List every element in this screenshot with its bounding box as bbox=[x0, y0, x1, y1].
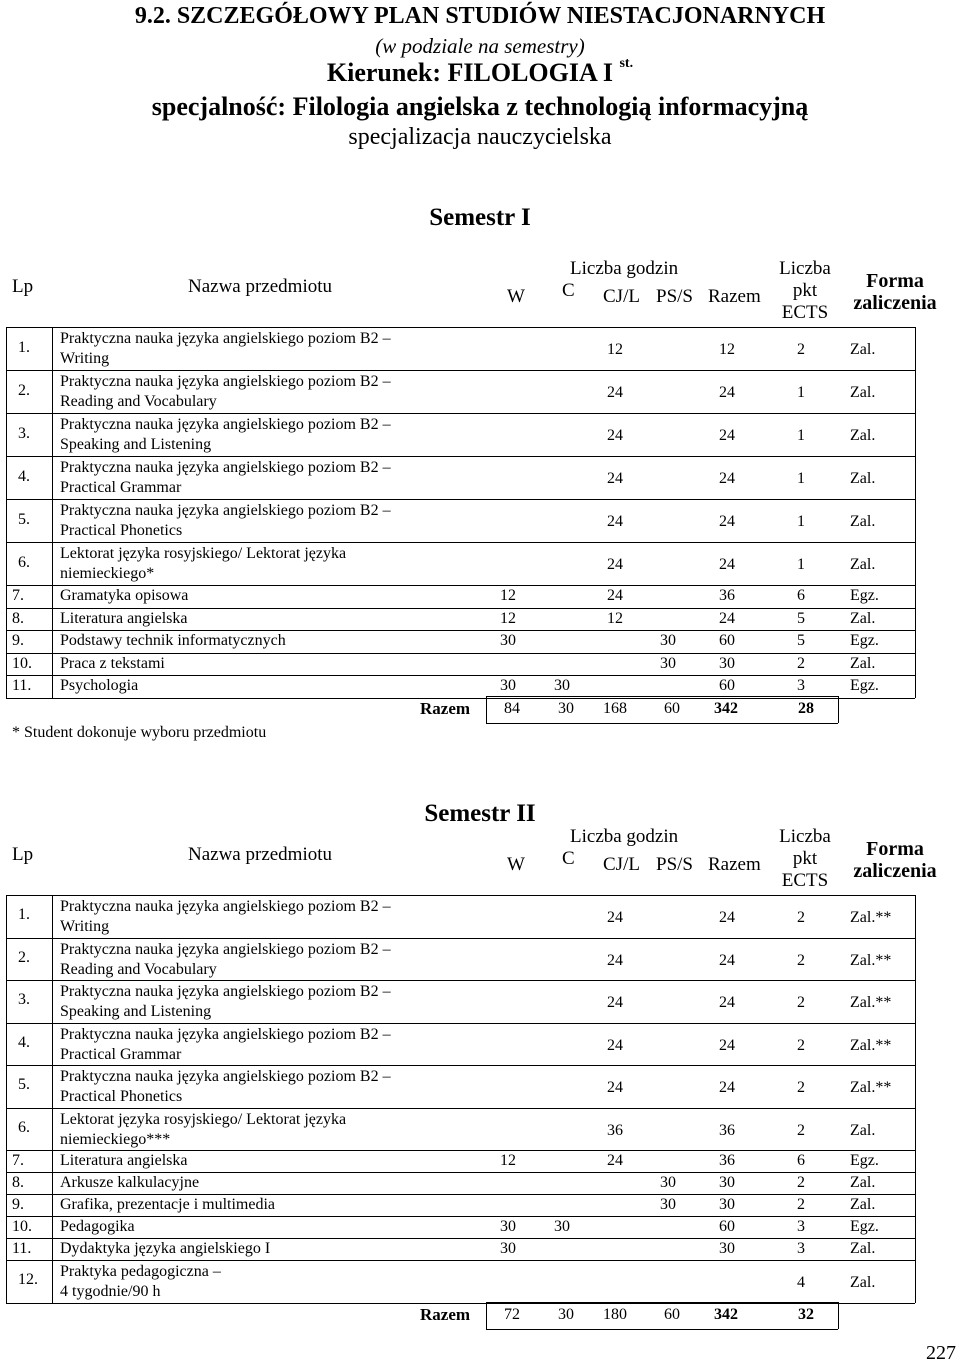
row-subject-line2: Reading and Vocabulary bbox=[60, 393, 217, 410]
cell-total-cjl: 168 bbox=[603, 700, 627, 717]
cell-razem: 60 bbox=[719, 1218, 735, 1235]
header-forma-2: zaliczenia bbox=[853, 292, 937, 314]
row-subject-line2: 4 tygodnie/90 h bbox=[60, 1283, 161, 1300]
cell-ects: 5 bbox=[797, 609, 805, 627]
table-rule bbox=[6, 1194, 915, 1195]
row-subject: Gramatyka opisowa bbox=[60, 587, 189, 604]
table-rule bbox=[6, 1216, 915, 1217]
table-rule bbox=[486, 696, 487, 723]
cell-ects: 3 bbox=[797, 1240, 805, 1257]
row-subject-line1: Praktyczna nauka języka angielskiego poziom B2 – bbox=[60, 373, 391, 390]
cell-cjl: 24 bbox=[607, 951, 623, 969]
table-rule bbox=[486, 1329, 838, 1330]
row-lp: 7. bbox=[12, 587, 24, 604]
header-c: C bbox=[562, 280, 575, 301]
row-subject: Dydaktyka języka angielskiego I bbox=[60, 1240, 271, 1257]
cell-ects: 3 bbox=[797, 677, 805, 694]
cell-c: 30 bbox=[554, 677, 570, 694]
table-rule bbox=[6, 1238, 915, 1239]
cell-ects: 2 bbox=[797, 994, 805, 1011]
total-label: Razem bbox=[420, 699, 471, 718]
row-subject-line1: Praktyczna nauka języka angielskiego poziom B2 – bbox=[60, 1068, 391, 1085]
row-subject-line1: Praktyczna nauka języka angielskiego poziom B2 – bbox=[60, 983, 391, 1000]
header-razem: Razem bbox=[708, 286, 761, 307]
specjalizacja-heading: specjalizacja nauczycielska bbox=[348, 124, 612, 150]
cell-forma: Zal. bbox=[850, 470, 876, 487]
cell-ects: 2 bbox=[797, 951, 805, 969]
row-lp: 2. bbox=[18, 381, 30, 399]
cell-ects: 6 bbox=[797, 1152, 805, 1169]
cell-forma: Egz. bbox=[850, 632, 879, 649]
cell-cjl: 36 bbox=[607, 1121, 623, 1139]
row-lp: 10. bbox=[12, 1218, 32, 1235]
cell-cjl: 24 bbox=[607, 994, 623, 1011]
cell-forma: Zal. bbox=[850, 1196, 876, 1213]
header-lp: Lp bbox=[12, 844, 34, 865]
cell-w: 12 bbox=[500, 609, 516, 627]
row-lp: 8. bbox=[12, 609, 24, 627]
kierunek-superscript: st. bbox=[619, 56, 634, 71]
row-subject-line2: Practical Phonetics bbox=[60, 522, 183, 539]
table-rule bbox=[486, 723, 838, 724]
table-rule bbox=[52, 895, 53, 1303]
row-lp: 9. bbox=[12, 1196, 24, 1213]
row-subject-line2: Reading and Vocabulary bbox=[60, 960, 217, 978]
row-subject-line2: niemieckiego*** bbox=[60, 1130, 171, 1148]
cell-razem: 24 bbox=[719, 1036, 735, 1054]
cell-total-pss: 60 bbox=[664, 700, 680, 717]
row-subject-line2: Writing bbox=[60, 350, 110, 367]
table-rule bbox=[6, 1150, 915, 1151]
cell-total-pss: 60 bbox=[664, 1306, 680, 1323]
cell-razem: 36 bbox=[719, 587, 735, 604]
cell-forma: Zal.** bbox=[850, 994, 892, 1011]
row-subject: Literatura angielska bbox=[60, 609, 188, 627]
cell-forma: Zal. bbox=[850, 1174, 876, 1191]
row-subject-line1: Lektorat języka rosyjskiego/ Lektorat języka bbox=[60, 545, 347, 562]
row-lp: 5. bbox=[18, 1076, 30, 1094]
semester-1-title: Semestr I bbox=[429, 204, 531, 231]
document-subtitle: (w podziale na semestry) bbox=[375, 34, 585, 58]
cell-razem: 24 bbox=[719, 470, 735, 487]
header-w: W bbox=[507, 854, 525, 875]
cell-forma: Zal. bbox=[850, 341, 876, 358]
row-subject-line2: Speaking and Listening bbox=[60, 1003, 212, 1020]
table-rule bbox=[6, 653, 915, 654]
row-lp: 5. bbox=[18, 510, 30, 528]
cell-ects: 1 bbox=[797, 384, 805, 401]
cell-cjl: 24 bbox=[607, 427, 623, 444]
header-cjl: CJ/L bbox=[603, 286, 640, 307]
row-subject: Pedagogika bbox=[60, 1218, 135, 1235]
footnote: * Student dokonuje wyboru przedmiotu bbox=[12, 724, 267, 741]
table-rule bbox=[915, 327, 916, 698]
cell-forma: Egz. bbox=[850, 677, 879, 694]
cell-forma: Zal.** bbox=[850, 951, 892, 969]
row-subject-line1: Praktyczna nauka języka angielskiego poziom B2 – bbox=[60, 502, 391, 519]
table-rule bbox=[6, 327, 7, 698]
cell-razem: 24 bbox=[719, 994, 735, 1011]
cell-ects: 1 bbox=[797, 513, 805, 530]
cell-ects: 2 bbox=[797, 341, 805, 358]
header-forma-1: Forma bbox=[866, 838, 924, 860]
cell-cjl: 24 bbox=[607, 909, 623, 926]
cell-ects: 2 bbox=[797, 1121, 805, 1139]
cell-razem: 24 bbox=[719, 513, 735, 530]
row-subject-line2: Practical Grammar bbox=[60, 1045, 182, 1063]
cell-forma: Egz. bbox=[850, 1152, 879, 1169]
cell-razem: 60 bbox=[719, 677, 735, 694]
table-rule bbox=[838, 696, 839, 723]
cell-w: 30 bbox=[500, 677, 516, 694]
row-subject-line1: Praktyczna nauka języka angielskiego poziom B2 – bbox=[60, 459, 391, 476]
cell-forma: Zal. bbox=[850, 1240, 876, 1257]
cell-ects: 1 bbox=[797, 427, 805, 444]
cell-cjl: 24 bbox=[607, 384, 623, 401]
row-lp: 12. bbox=[18, 1271, 38, 1289]
total-label: Razem bbox=[420, 1305, 471, 1324]
header-ects-2: pkt bbox=[792, 280, 818, 301]
cell-razem: 12 bbox=[719, 341, 735, 358]
cell-cjl: 24 bbox=[607, 587, 623, 604]
row-subject-line2: Practical Grammar bbox=[60, 479, 182, 496]
cell-razem: 24 bbox=[719, 1079, 735, 1096]
row-lp: 8. bbox=[12, 1174, 24, 1191]
header-nazwa: Nazwa przedmiotu bbox=[188, 844, 333, 865]
cell-forma: Zal. bbox=[850, 427, 876, 444]
cell-ects: 6 bbox=[797, 587, 805, 604]
table-rule bbox=[6, 630, 915, 631]
cell-ects: 2 bbox=[797, 1174, 805, 1191]
semester-2-title: Semestr II bbox=[424, 800, 536, 827]
cell-razem: 24 bbox=[719, 909, 735, 926]
cell-pss: 30 bbox=[660, 632, 676, 649]
cell-ects: 2 bbox=[797, 1079, 805, 1096]
row-lp: 1. bbox=[18, 338, 30, 356]
cell-cjl: 24 bbox=[607, 556, 623, 573]
cell-razem: 24 bbox=[719, 951, 735, 969]
cell-total-ects: 32 bbox=[798, 1306, 814, 1323]
row-lp: 2. bbox=[18, 948, 30, 966]
row-subject-line1: Praktyczna nauka języka angielskiego poziom B2 – bbox=[60, 940, 391, 958]
header-liczba-godzin: Liczba godzin bbox=[570, 258, 679, 279]
header-razem: Razem bbox=[708, 854, 761, 875]
row-lp: 3. bbox=[18, 424, 30, 442]
cell-forma: Zal. bbox=[850, 384, 876, 401]
cell-forma: Zal. bbox=[850, 513, 876, 530]
table-rule bbox=[6, 675, 915, 676]
header-nazwa: Nazwa przedmiotu bbox=[188, 276, 333, 297]
header-lp: Lp bbox=[12, 276, 34, 297]
header-ects-1: Liczba bbox=[779, 258, 831, 279]
cell-w: 12 bbox=[500, 1152, 516, 1169]
cell-forma: Zal. bbox=[850, 1121, 876, 1139]
cell-razem: 30 bbox=[719, 654, 735, 672]
cell-cjl: 24 bbox=[607, 1036, 623, 1054]
cell-forma: Egz. bbox=[850, 1218, 879, 1235]
cell-razem: 30 bbox=[719, 1196, 735, 1213]
cell-razem: 60 bbox=[719, 632, 735, 649]
cell-forma: Zal.** bbox=[850, 1036, 892, 1054]
row-lp: 7. bbox=[12, 1152, 24, 1169]
row-subject: Arkusze kalkulacyjne bbox=[60, 1174, 200, 1191]
row-subject-line2: Practical Phonetics bbox=[60, 1088, 183, 1105]
header-cjl: CJ/L bbox=[603, 854, 640, 875]
table-rule bbox=[6, 1172, 915, 1173]
cell-razem: 24 bbox=[719, 609, 735, 627]
cell-cjl: 24 bbox=[607, 1152, 623, 1169]
cell-total-razem: 342 bbox=[714, 1306, 738, 1323]
table-rule bbox=[486, 696, 838, 697]
cell-w: 30 bbox=[500, 1218, 516, 1235]
cell-w: 30 bbox=[500, 1240, 516, 1257]
cell-ects: 1 bbox=[797, 556, 805, 573]
header-ects-3: ECTS bbox=[781, 870, 829, 891]
row-subject-line1: Praktyczna nauka języka angielskiego poziom B2 – bbox=[60, 1025, 391, 1043]
row-subject-line1: Praktyczna nauka języka angielskiego poziom B2 – bbox=[60, 330, 391, 347]
cell-razem: 24 bbox=[719, 427, 735, 444]
cell-forma: Zal. bbox=[850, 556, 876, 573]
cell-ects: 2 bbox=[797, 909, 805, 926]
header-ects-3: ECTS bbox=[781, 302, 829, 323]
cell-total-w: 72 bbox=[504, 1306, 520, 1323]
row-subject: Grafika, prezentacje i multimedia bbox=[60, 1196, 276, 1213]
table-rule bbox=[838, 1302, 839, 1329]
cell-ects: 5 bbox=[797, 632, 805, 649]
cell-ects: 2 bbox=[797, 654, 805, 672]
cell-forma: Egz. bbox=[850, 587, 879, 604]
header-pss: PS/S bbox=[656, 854, 693, 875]
specjalnosc-heading: specjalność: Filologia angielska z technologią informacyjną bbox=[151, 92, 809, 121]
header-c: C bbox=[562, 848, 575, 869]
cell-cjl: 12 bbox=[607, 341, 623, 358]
cell-razem: 30 bbox=[719, 1174, 735, 1191]
cell-ects: 2 bbox=[797, 1196, 805, 1213]
cell-cjl: 24 bbox=[607, 513, 623, 530]
cell-total-w: 84 bbox=[504, 700, 520, 717]
document-title: 9.2. SZCZEGÓŁOWY PLAN STUDIÓW NIESTACJONARNYCH bbox=[134, 3, 826, 29]
cell-w: 30 bbox=[500, 632, 516, 649]
row-subject-line1: Praktyczna nauka języka angielskiego poziom B2 – bbox=[60, 416, 391, 433]
table-rule bbox=[486, 1302, 838, 1303]
header-forma-2: zaliczenia bbox=[853, 860, 937, 882]
cell-razem: 24 bbox=[719, 384, 735, 401]
table-rule bbox=[52, 327, 53, 698]
row-lp: 1. bbox=[18, 906, 30, 924]
cell-total-cjl: 180 bbox=[603, 1306, 627, 1323]
cell-forma: Zal. bbox=[850, 1274, 876, 1291]
cell-total-c: 30 bbox=[558, 700, 574, 717]
cell-cjl: 24 bbox=[607, 470, 623, 487]
cell-cjl: 12 bbox=[607, 609, 623, 627]
row-subject-line2: Writing bbox=[60, 918, 110, 935]
cell-forma: Zal.** bbox=[850, 909, 892, 926]
row-subject-line1: Praktyka pedagogiczna – bbox=[60, 1263, 221, 1280]
header-forma-1: Forma bbox=[866, 270, 924, 292]
cell-w: 12 bbox=[500, 587, 516, 604]
row-subject-line2: Speaking and Listening bbox=[60, 436, 212, 453]
row-lp: 10. bbox=[12, 654, 32, 672]
row-lp: 11. bbox=[12, 1240, 32, 1257]
cell-c: 30 bbox=[554, 1218, 570, 1235]
row-subject-line2: niemieckiego* bbox=[60, 565, 155, 582]
kierunek-text: Kierunek: FILOLOGIA I bbox=[326, 58, 613, 87]
cell-total-ects: 28 bbox=[798, 700, 814, 717]
cell-razem: 36 bbox=[719, 1121, 735, 1139]
row-lp: 4. bbox=[18, 467, 30, 485]
row-lp: 11. bbox=[12, 677, 32, 694]
table-rule bbox=[6, 608, 915, 609]
header-ects-1: Liczba bbox=[779, 826, 831, 847]
cell-pss: 30 bbox=[660, 654, 676, 672]
row-lp: 6. bbox=[18, 553, 30, 571]
cell-cjl: 24 bbox=[607, 1079, 623, 1096]
kierunek-heading bbox=[0, 58, 960, 88]
row-subject: Psychologia bbox=[60, 677, 139, 694]
row-lp: 3. bbox=[18, 991, 30, 1009]
cell-forma: Zal. bbox=[850, 654, 876, 672]
cell-pss: 30 bbox=[660, 1196, 676, 1213]
cell-total-razem: 342 bbox=[714, 700, 738, 717]
header-pss: PS/S bbox=[656, 286, 693, 307]
table-rule bbox=[6, 585, 915, 586]
cell-forma: Zal. bbox=[850, 609, 876, 627]
row-subject: Podstawy technik informatycznych bbox=[60, 632, 286, 649]
cell-ects: 3 bbox=[797, 1218, 805, 1235]
cell-ects: 1 bbox=[797, 470, 805, 487]
cell-razem: 24 bbox=[719, 556, 735, 573]
cell-forma: Zal.** bbox=[850, 1079, 892, 1096]
cell-total-c: 30 bbox=[558, 1306, 574, 1323]
row-subject-line1: Lektorat języka rosyjskiego/ Lektorat języka bbox=[60, 1110, 347, 1128]
table-rule bbox=[915, 895, 916, 1303]
header-liczba-godzin: Liczba godzin bbox=[570, 826, 679, 847]
cell-razem: 30 bbox=[719, 1240, 735, 1257]
cell-pss: 30 bbox=[660, 1174, 676, 1191]
row-subject: Literatura angielska bbox=[60, 1152, 188, 1169]
cell-razem: 36 bbox=[719, 1152, 735, 1169]
row-subject: Praca z tekstami bbox=[60, 654, 165, 672]
page-number: 227 bbox=[926, 1342, 956, 1364]
cell-ects: 2 bbox=[797, 1036, 805, 1054]
table-rule bbox=[486, 1302, 487, 1329]
row-lp: 9. bbox=[12, 632, 24, 649]
row-subject-line1: Praktyczna nauka języka angielskiego poziom B2 – bbox=[60, 898, 391, 915]
table-rule bbox=[6, 895, 7, 1303]
header-w: W bbox=[507, 286, 525, 307]
row-lp: 6. bbox=[18, 1118, 30, 1136]
cell-ects: 4 bbox=[797, 1274, 805, 1291]
header-ects-2: pkt bbox=[792, 848, 818, 869]
row-lp: 4. bbox=[18, 1033, 30, 1051]
